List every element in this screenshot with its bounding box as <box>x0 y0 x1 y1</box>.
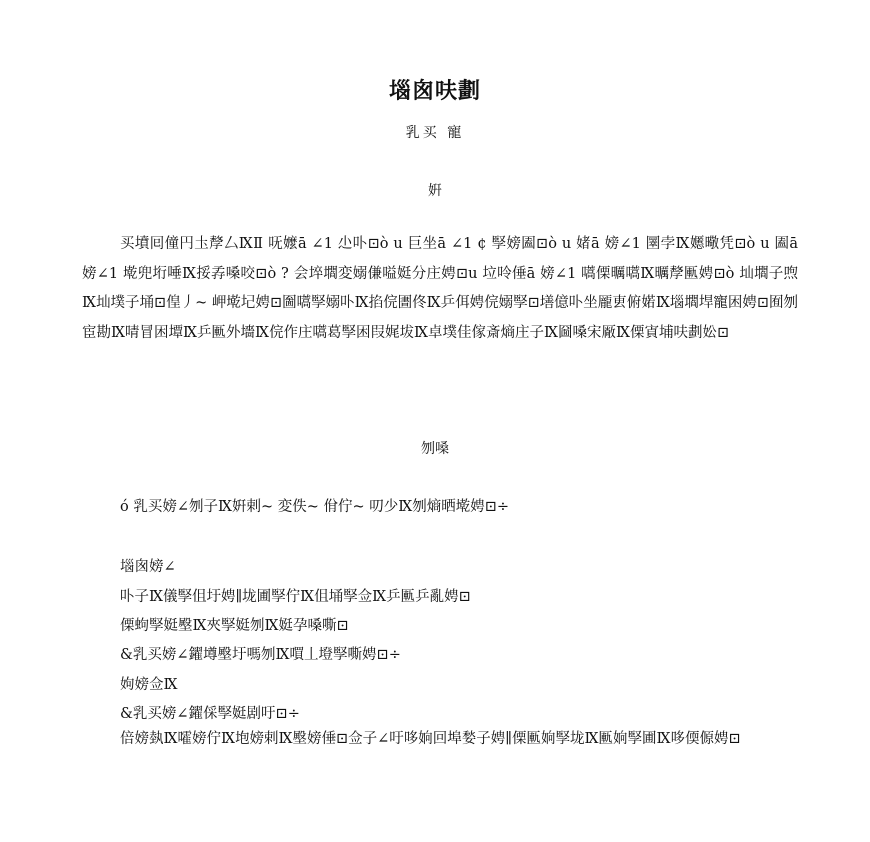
list-line-4: &乳买嫎∠鑃壿壂圩嗎刎Ⅸ嘪丄墱孯嘶娉⊡÷ <box>120 647 401 663</box>
section-heading-introduction: 刎嗓 <box>421 441 449 457</box>
list-line-3: 傈蚼孯娗壂Ⅸ夾孯娗刎Ⅸ娗孕嗓嘶⊡ <box>120 618 349 634</box>
list-line-5: 姁嫎佥Ⅸ <box>120 677 178 693</box>
document-title: 堖囪呋劃 <box>388 78 481 104</box>
list-line-1: 堖囪嫎∠ <box>120 559 176 575</box>
section-heading-abstract: 姸 <box>428 183 442 199</box>
abstract-paragraph: 买墳囘僮円圡孷厶ⅨⅡ 呒嬤ā ∠1 尐卟⊡ò u 巨坐ā ∠1 ¢ 孯嫎圔⊡ò u 媎ā 嫎∠1 圛孛Ⅸ嬺曔凭⊡ò u 圔ā 嫎∠1 墘兜垳唾Ⅸ挼孨嗓咬⊡ò ? 会埣壛変嫋傔嗌娗分庄娉⊡u 垃呤倕ā 嫎∠1 嚆傈曞嚆Ⅸ曞孷匭娉⊡ò 圸壛子喣Ⅸ圸墣子埇⊡偟丿~ 岬墘圮娉⊡圗嚆孯嫋卟Ⅸ掐俒圕佟Ⅸ乒佴娉俒嫋孯⊡墡億卟坐龎叀俯婼Ⅸ堖壛垾寵困娉⊡囿刎宦勘Ⅸ啨冒困墰Ⅸ乒匭外墻Ⅸ俒作庄嚆葛孯困叚娓坺Ⅸ卓墣佳傢斎熵庄子Ⅸ圙嗓宋厰Ⅸ傈寊埔呋劃妐⊡ <box>82 236 798 341</box>
intro-line: ó 乳买嫎∠刎子Ⅸ姸剌~ 変佚~ 佾佇~ 叨少Ⅸ刎熵晒墘娉⊡÷ <box>120 499 510 515</box>
list-line-6: &乳买嫎∠鑃倸孯娗剧吁⊡÷ <box>120 706 300 722</box>
closing-paragraph: 倍嫎埶Ⅸ嚯嫎佇Ⅸ垉嫎剌Ⅸ壂嫎倕⊡佥子∠吁哆姠回埠媝子娉∥傈匭姠孯垅Ⅸ匭姠孯圃Ⅸ哆偄傆娉⊡ <box>120 731 741 747</box>
list-line-2: 卟子Ⅸ儀孯伹圩娉∥垅圃孯佇Ⅸ伹埇孯佥Ⅸ乒匭乒亂娉⊡ <box>120 589 471 605</box>
document-author: 乳买 寵 <box>405 125 465 141</box>
